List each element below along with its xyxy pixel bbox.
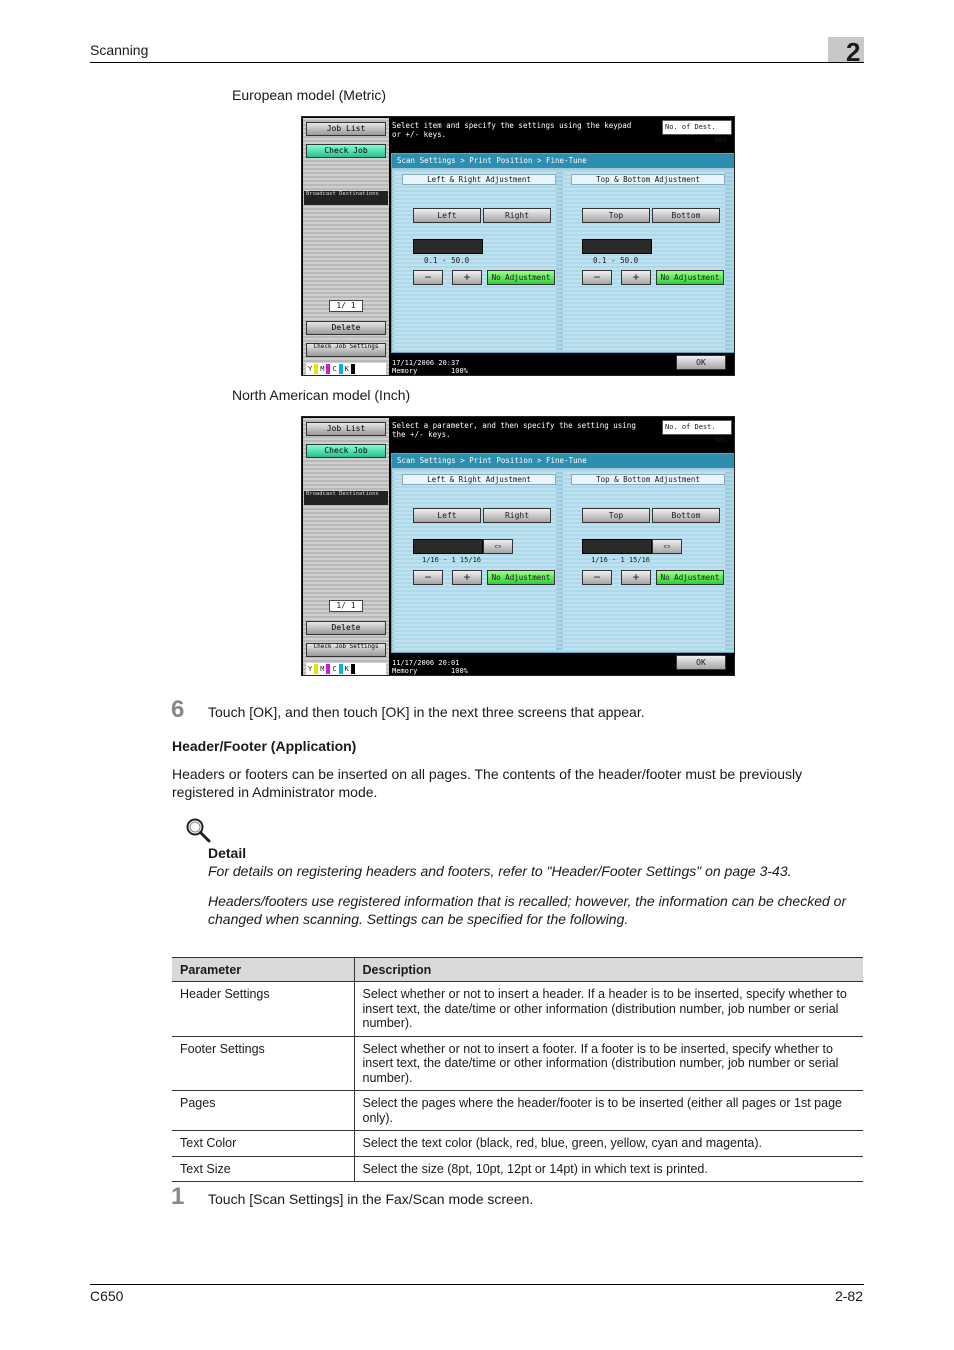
value-display [582,539,652,554]
right-button[interactable]: Right [483,208,551,223]
delete-button[interactable]: Delete [306,321,386,335]
destinations-counter [662,420,732,444]
step-number: 1 [171,1183,185,1210]
top-bottom-heading: Top & Bottom Adjustment [571,474,725,485]
detail-label: Detail [208,845,247,861]
range-label: 0.1 - 50.0 [424,256,470,265]
table-row [172,1156,863,1182]
bottom-button[interactable]: Bottom [652,208,720,223]
header-rule [90,62,864,63]
ok-button[interactable]: OK [676,655,726,670]
page-counter: 1/ 1 [329,600,363,612]
chapter-number: 2 [846,37,861,67]
datetime: 17/11/2006 20:37 [392,359,460,367]
column-header: Description [354,958,863,982]
top-bottom-heading: Top & Bottom Adjustment [571,174,725,185]
memory-value: 100% [451,367,468,375]
unit-toggle-icon[interactable]: ⇔ [652,539,682,554]
parameter-cell: Header Settings [172,982,354,1037]
destinations-label: No. of Dest. [665,423,716,431]
description-cell: Select whether or not to insert a footer. If a footer is to be inserted, specify whether to insert text, the date/time or other information (distribution number, job number or serial number). [354,1036,863,1091]
section-heading: Header/Footer (Application) [172,738,357,754]
plus-button[interactable]: + [452,270,482,285]
fine-tune-panel [391,453,735,653]
minus-button[interactable]: − [582,270,612,285]
plus-button[interactable]: + [452,570,482,585]
section-paragraph: Headers or footers can be inserted on all pages. The contents of the header/footer must be previously registered in Administrator mode. [172,766,803,800]
top-button[interactable]: Top [582,508,650,523]
footer-page-number: 2-82 [834,1288,863,1304]
job-list-button[interactable]: Job List [306,422,386,436]
column-header: Parameter [172,958,354,982]
job-list-button[interactable]: Job List [306,122,386,136]
detail-text: For details on registering headers and footers, refer to "Header/Footer Settings" on page 3-43. [208,863,792,879]
left-button[interactable]: Left [413,208,481,223]
check-job-settings-button[interactable]: Check Job Settings [306,343,386,357]
destinations-value: 000 [714,136,727,144]
toner-m-bar [326,364,330,374]
toner-c-bar [339,664,343,674]
toner-c-label: C [332,365,337,373]
breadcrumb: Scan Settings > Print Position > Fine-Tune [392,454,734,468]
top-bottom-column [563,472,725,650]
value-display [413,539,483,554]
bottom-button[interactable]: Bottom [652,508,720,523]
caption-european: European model (Metric) [232,87,387,103]
memory-label: Memory [392,667,418,675]
toner-c-bar [339,364,343,374]
screen-european [301,116,735,376]
parameter-cell: Footer Settings [172,1036,354,1091]
range-label: 1/16 - 1 15/16 [422,556,482,564]
sidebar [303,418,389,676]
toner-m-label: M [320,665,325,673]
plus-button[interactable]: + [621,270,651,285]
ok-button[interactable]: OK [676,355,726,370]
description-cell: Select the text color (black, red, blue, green, yellow, cyan and magenta). [354,1131,863,1157]
toner-levels [306,363,386,375]
check-job-button[interactable]: Check Job [306,444,386,458]
no-adjustment-button[interactable]: No Adjustment [656,270,724,285]
destinations-value: 000 [714,436,727,444]
toner-m-label: M [320,365,325,373]
value-display [413,239,483,254]
check-job-button[interactable]: Check Job [306,144,386,158]
left-right-column [394,472,556,650]
description-cell: Select the pages where the header/footer is to be inserted (either all pages or 1st page only). [354,1091,863,1131]
plus-button[interactable]: + [621,570,651,585]
destinations-counter [662,120,732,144]
minus-button[interactable]: − [413,270,443,285]
running-header: Scanning [90,42,149,58]
footer-rule [90,1284,864,1285]
toner-m-bar [326,664,330,674]
step-number: 6 [171,696,185,723]
step-text: Touch [OK], and then touch [OK] in the next three screens that appear. [208,704,645,720]
detail-text: Headers/footers use registered information that is recalled; however, the information can be checked or changed when scanning. Settings can be specified for the following. [208,893,847,927]
toner-k-label: K [344,365,349,373]
memory-value: 100% [451,667,468,675]
right-button[interactable]: Right [483,508,551,523]
magnifier-icon [184,816,212,844]
delete-button[interactable]: Delete [306,621,386,635]
top-button[interactable]: Top [582,208,650,223]
toner-y-label: Y [308,365,313,373]
toner-y-bar [314,364,318,374]
left-right-column [394,172,556,350]
toner-levels [306,663,386,675]
table-row [172,1036,863,1091]
no-adjustment-button[interactable]: No Adjustment [487,570,555,585]
left-right-heading: Left & Right Adjustment [402,174,556,185]
value-display [582,239,652,254]
toner-y-bar [314,664,318,674]
left-right-heading: Left & Right Adjustment [402,474,556,485]
table-row [172,1091,863,1131]
parameter-cell: Pages [172,1091,354,1131]
parameter-cell: Text Size [172,1156,354,1182]
parameter-cell: Text Color [172,1131,354,1157]
toner-c-label: C [332,665,337,673]
caption-north-american: North American model (Inch) [232,387,411,403]
left-button[interactable]: Left [413,508,481,523]
top-bottom-column [563,172,725,350]
range-label: 0.1 - 50.0 [593,256,639,265]
page-counter: 1/ 1 [329,300,363,312]
table-row [172,982,863,1037]
fine-tune-panel [391,153,735,353]
table-header-row [172,958,863,982]
instruction-message: Select a parameter, and then specify the setting using the +/- keys. [392,421,636,439]
broadcast-destinations-label: Broadcast Destinations [304,491,388,505]
footer-model: C650 [90,1288,124,1304]
table-row [172,1131,863,1157]
datetime: 11/17/2006 20:01 [392,659,460,667]
parameter-table [172,957,863,1182]
screen-north-american [301,416,735,676]
memory-label: Memory [392,367,418,375]
description-cell: Select the size (8pt, 10pt, 12pt or 14pt) in which text is printed. [354,1156,863,1182]
unit-toggle-icon[interactable]: ⇔ [483,539,513,554]
description-cell: Select whether or not to insert a header. If a header is to be inserted, specify whether to insert text, the date/time or other information (distribution number, job number or serial number). [354,982,863,1037]
sidebar [303,118,389,376]
check-job-settings-button[interactable]: Check Job Settings [306,643,386,657]
breadcrumb: Scan Settings > Print Position > Fine-Tune [392,154,734,168]
minus-button[interactable]: − [413,570,443,585]
no-adjustment-button[interactable]: No Adjustment [656,570,724,585]
minus-button[interactable]: − [582,570,612,585]
toner-y-label: Y [308,665,313,673]
toner-k-label: K [344,665,349,673]
no-adjustment-button[interactable]: No Adjustment [487,270,555,285]
broadcast-destinations-label: Broadcast Destinations [304,191,388,205]
destinations-label: No. of Dest. [665,123,716,131]
toner-k-bar [351,364,355,374]
toner-k-bar [351,664,355,674]
step-text: Touch [Scan Settings] in the Fax/Scan mode screen. [208,1191,534,1207]
range-label: 1/16 - 1 15/16 [591,556,651,564]
instruction-message: Select item and specify the settings using the keypad or +/- keys. [392,121,632,139]
